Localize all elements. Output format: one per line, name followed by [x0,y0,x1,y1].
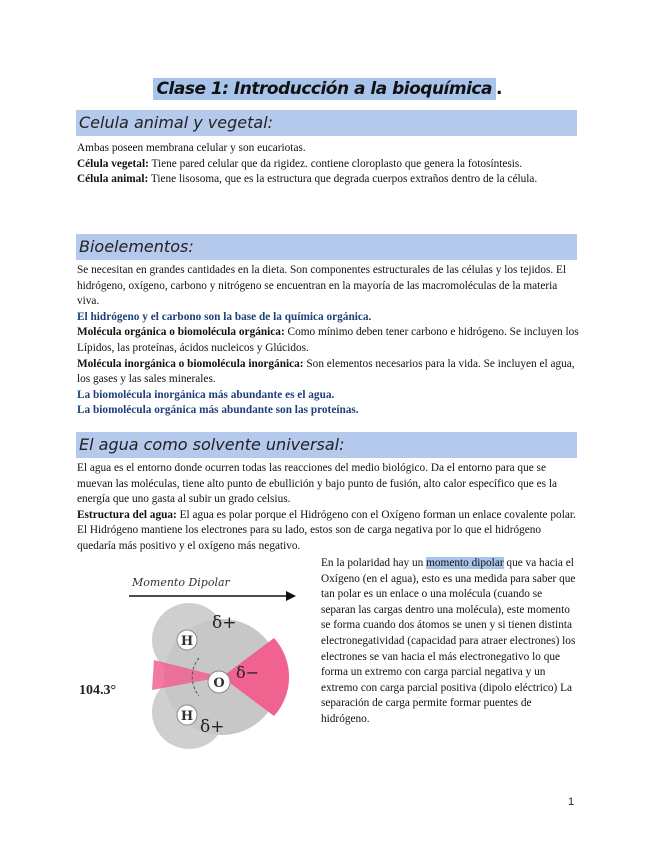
term-text: El agua es polar porque el Hidrógeno con el Oxígeno forman un enlace covalente polar. El Hidrógeno mantiene los electrones para su lado, estos son de carga negativa por lo que el hidrógeno quedaría más positivo y el oxígeno más negativo. [77,508,576,552]
paragraph: Se necesitan en grandes cantidades en la dieta. Son componentes estructurales de las células y los tejidos. El hidrógeno, oxígeno, carbono y nitrógeno se encuentran en la mayoría de las macromoléculas de la materia viva. [77,264,567,308]
term-text: Son elementos necesarios para la vida. Se incluyen el agua, los gases y las sales minerales. [77,357,575,386]
paragraph: Ambas poseen membrana celular y son eucariotas. [77,142,306,154]
paragraph [77,172,579,188]
term-label: Estructura del agua: [77,508,177,521]
paragraph [77,508,579,555]
paragraph [77,325,579,356]
section-body-agua [77,461,579,555]
delta-plus-top: δ+ [212,613,237,633]
highlight-statement: La biomolécula inorgánica más abundante es el agua. [77,388,335,401]
term-text: Tiene lisosoma, que es la estructura que degrada cuerpos extraños dentro de la célula. [148,173,538,186]
section-heading-celula: Celula animal y vegetal: [76,110,577,136]
dipole-explanation [321,556,579,728]
h-label-top: H [180,634,194,649]
water-molecule-figure [74,560,304,755]
page-title: Clase 1: Introducción a la bioquímica [153,78,496,100]
paragraph: El agua es el entorno donde ocurren todas las reacciones del medio biológico. Da el entorno para que se muevan las moléculas, tiene alto punto de ebullición y bajo punto de fusión, alto calor específico que es la energía que uno gasta al subir un grado celsius. [77,462,557,506]
paragraph [77,357,579,388]
text-run: En la polaridad hay un [321,557,427,569]
delta-plus-bottom: δ+ [200,717,225,737]
section-heading-bioelementos: Bioelementos: [76,234,577,260]
text-run: que va hacia el Oxígeno (en el agua), esto es una medida para saber que tan polar es un enlace o una molécula (cuando se separan las cargas dentro una molécula), este momento se forma cuando dos átomos se unen y si tienen distinta electronegatividad (capacidad para atraer electrones) los electrones se van hacia el más electronegativo lo que forma un extremo con carga parcial negativa y un extremo con carga parcial positiva (dipolo eléctrico) La separación de carga permite formar puentes de hidrógeno. [321,557,576,725]
o-label: O [213,676,225,691]
term-label: Célula animal: [77,173,149,186]
dipole-arrow-head [286,591,296,601]
bond-angle-label: 104.3° [79,683,117,698]
section-heading-agua: El agua como solvente universal: [76,432,577,458]
title-wrapper [0,78,655,100]
highlight-statement: El hidrógeno y el carbono son la base de la química orgánica. [77,310,372,323]
term-text: Tiene pared celular que da rigidez. contiene cloroplasto que genera la fotosíntesis. [148,157,523,170]
page-number: 1 [568,796,575,808]
paragraph [77,157,579,173]
section-body-bioelementos [77,263,579,419]
title-dot: . [495,79,503,99]
delta-minus: δ− [236,663,260,682]
h-label-bottom: H [180,709,194,724]
section-body-celula [77,141,579,188]
term-text: Como mínimo deben tener carbono e hidrógeno. Se incluyen los Lípidos, las proteínas, ácidos nucleicos y Glúcidos. [77,326,579,354]
term-label: Célula vegetal: [77,157,149,170]
arrow-label: Momento Dipolar [132,576,230,589]
term-label: Molécula inorgánica o biomolécula inorgánica: [77,357,304,370]
highlight-statement: La biomolécula orgánica más abundante son las proteínas. [77,404,359,417]
term-label: Molécula orgánica o biomolécula orgánica: [77,326,285,339]
highlighted-term: momento dipolar [426,557,504,569]
